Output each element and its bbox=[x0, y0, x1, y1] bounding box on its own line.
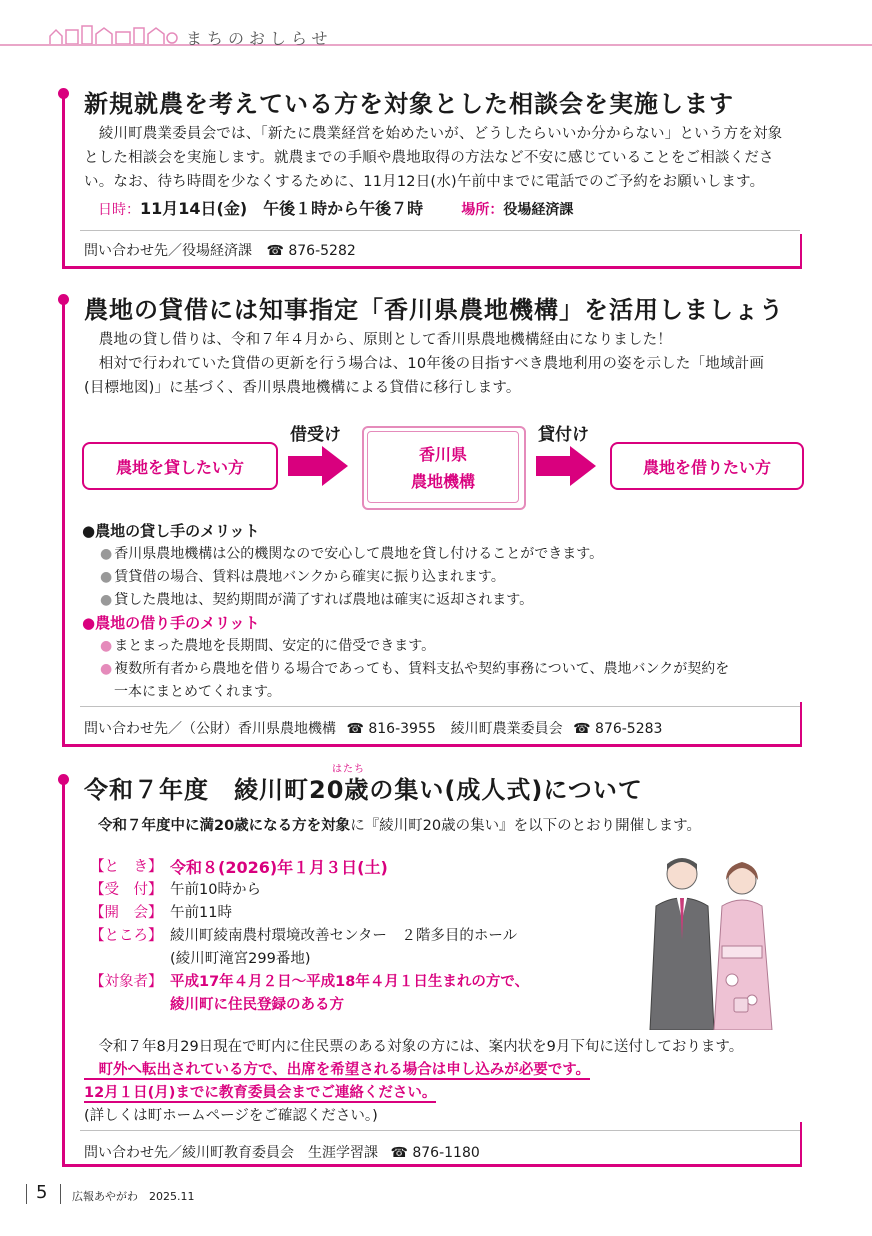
detail-row bbox=[90, 971, 630, 994]
phone-icon: ☎ bbox=[266, 243, 284, 259]
contact-secondary: 綾川町農業委員会 bbox=[450, 721, 563, 737]
detail-label: 【開 会】 bbox=[90, 905, 163, 921]
borrower-box: 農地を借りたい方 bbox=[610, 442, 804, 490]
detail-label: 【と き】 bbox=[90, 859, 163, 875]
section-left-border bbox=[62, 94, 65, 268]
detail-label: 【ところ】 bbox=[90, 928, 163, 944]
section-right-border bbox=[800, 234, 802, 268]
detail-value: 綾川町に住民登録のある方 bbox=[170, 997, 344, 1013]
detail-row bbox=[90, 856, 630, 879]
section-left-border bbox=[62, 300, 65, 746]
couple-illustration bbox=[634, 850, 784, 1030]
new-farming-consultation-section bbox=[62, 84, 802, 270]
lease-out-label: 貸付け bbox=[538, 425, 589, 445]
contact-info bbox=[84, 240, 356, 260]
detail-value: 令和８(2026)年１月３日(土) bbox=[170, 858, 388, 877]
detail-label bbox=[90, 948, 170, 971]
phone-icon: ☎ bbox=[573, 721, 591, 737]
contact-phone: 876-1180 bbox=[412, 1145, 480, 1161]
section-right-border bbox=[800, 1122, 802, 1166]
section-right-border bbox=[800, 702, 802, 746]
detail-row bbox=[90, 879, 630, 902]
agency-box bbox=[367, 431, 519, 503]
note-deadline-line: 12月１日(月)までに教育委員会までご連絡ください。 bbox=[84, 1085, 437, 1101]
detail-value: (綾川町滝宮299番地) bbox=[170, 951, 311, 967]
detail-label: 【対象者】 bbox=[90, 974, 163, 990]
section-bottom-border bbox=[62, 1164, 802, 1167]
contact-phone: 876-5282 bbox=[288, 243, 356, 259]
detail-label: 【受 付】 bbox=[90, 882, 163, 898]
detail-value: 平成17年４月２日〜平成18年４月１日生まれの方で、 bbox=[170, 974, 530, 990]
contact-prefix: 問い合わせ先／綾川町教育委員会 生涯学習課 bbox=[84, 1145, 378, 1161]
note-line: (詳しくは町ホームページをご確認ください。) bbox=[84, 1108, 378, 1124]
contact-divider bbox=[80, 230, 800, 231]
body-line: 綾川町農業委員会では、「新たに農業経営を始めたいが、どうしたらいいか分からない」という方を対象 bbox=[84, 126, 783, 142]
contact-phone: 816-3955 bbox=[368, 721, 436, 737]
right-arrow-icon bbox=[288, 446, 348, 486]
page-number: 5 bbox=[36, 1182, 48, 1203]
phone-icon: ☎ bbox=[390, 1145, 408, 1161]
detail-value: 綾川町綾南農村環境改善センター ２階多目的ホール bbox=[170, 928, 518, 944]
detail-row bbox=[90, 994, 630, 1017]
section-title: 新規就農を考えている方を対象とした相談会を実施します bbox=[84, 90, 734, 118]
place-label: 場所： bbox=[461, 202, 504, 218]
detail-value: 午前11時 bbox=[170, 905, 232, 921]
phone-icon: ☎ bbox=[346, 721, 364, 737]
detail-label bbox=[90, 994, 170, 1017]
contact-divider bbox=[80, 1130, 800, 1131]
section-intro bbox=[98, 814, 701, 835]
body-line: 相対で行われていた貸借の更新を行う場合は、10年後の目指すべき農地利用の姿を示した「地域計画 bbox=[84, 356, 765, 372]
detail-row bbox=[90, 902, 630, 925]
section-body bbox=[84, 328, 804, 400]
contact-prefix: 問い合わせ先／（公財）香川県農地機構 bbox=[84, 721, 336, 737]
date-label: 日時： bbox=[98, 202, 140, 218]
note-emphasis-line: 町外へ転出されている方で、出席を希望される場合は申し込みが必要です。 bbox=[84, 1062, 591, 1078]
borrower-merits-title: ●農地の借り手のメリット bbox=[82, 614, 260, 632]
lender-merits-title: ●農地の貸し手のメリット bbox=[82, 522, 260, 540]
event-datetime bbox=[98, 196, 573, 219]
event-details bbox=[90, 856, 630, 1017]
list-item: ● 複数所有者から農地を借りる場合であっても、賃料支払や契約事務について、農地バンクが契約を bbox=[82, 658, 802, 681]
body-line: とした相談会を実施します。就農までの手順や農地取得の方法など不安に感じていることをご相談くださ bbox=[84, 150, 774, 166]
body-line: (目標地図)」に基づく、香川県農地機構による貸借に移行します。 bbox=[84, 380, 521, 396]
footer-left-bar bbox=[26, 1184, 27, 1204]
contact-info bbox=[84, 1142, 480, 1162]
intro-rest: に『綾川町20歳の集い』を以下のとおり開催します。 bbox=[350, 818, 701, 834]
list-item: ● 賃貸借の場合、賃料は農地バンクから確実に振り込まれます。 bbox=[82, 566, 802, 589]
ruby-reading: はたち bbox=[332, 764, 365, 775]
section-body bbox=[84, 122, 804, 194]
place-value: 役場経済課 bbox=[503, 202, 574, 218]
list-item: ● 貸した農地は、契約期間が満了すれば農地は確実に返却されます。 bbox=[82, 589, 802, 612]
list-item-continuation: 一本にまとめてくれます。 bbox=[114, 684, 281, 700]
section-title: 農地の貸借には知事指定「香川県農地機構」を活用しましょう bbox=[84, 296, 784, 324]
contact-divider bbox=[80, 706, 800, 707]
notes bbox=[84, 1036, 804, 1128]
body-line: い。なお、待ち時間を少なくするために、11月12日(水)午前中までに電話でのご予約をお願いします。 bbox=[84, 174, 765, 190]
section-bottom-border bbox=[62, 744, 802, 747]
farmland-lease-section bbox=[62, 290, 802, 750]
section-header-title: まちのおしらせ bbox=[186, 29, 333, 48]
section-bottom-border bbox=[62, 266, 802, 269]
intro-emphasis: 令和７年度中に満20歳になる方を対象 bbox=[98, 818, 351, 834]
agency-name-line1: 香川県 bbox=[418, 445, 467, 464]
detail-row bbox=[90, 948, 630, 971]
footer-divider bbox=[60, 1184, 61, 1204]
note-line: 令和７年8月29日現在で町内に住民票のある対象の方には、案内状を9月下旬に送付しております。 bbox=[84, 1039, 744, 1055]
merits-list bbox=[82, 520, 802, 704]
contact-phone: 876-5283 bbox=[595, 721, 663, 737]
publication-info: 広報あやがわ 2025.11 bbox=[72, 1190, 195, 1203]
detail-value: 午前10時から bbox=[170, 882, 261, 898]
header-divider bbox=[0, 44, 872, 46]
lease-in-label: 借受け bbox=[290, 425, 341, 445]
section-title: 令和７年度 綾川町20歳の集い(成人式)について bbox=[84, 776, 643, 804]
coming-of-age-section bbox=[62, 764, 802, 1172]
detail-row bbox=[90, 925, 630, 948]
list-item: ● 香川県農地機構は公的機関なので安心して農地を貸し付けることができます。 bbox=[82, 543, 802, 566]
contact-prefix: 問い合わせ先／役場経済課 bbox=[84, 243, 252, 259]
agency-name-line2: 農地機構 bbox=[410, 472, 475, 491]
lender-box: 農地を貸したい方 bbox=[82, 442, 278, 490]
date-value: 11月14日(金) 午後１時から午後７時 bbox=[140, 199, 424, 218]
body-line: 農地の貸し借りは、令和７年４月から、原則として香川県農地機構経由になりました！ bbox=[84, 332, 672, 348]
right-arrow-icon bbox=[536, 446, 596, 486]
section-left-border bbox=[62, 780, 65, 1166]
list-item: ● まとまった農地を長期間、安定的に借受できます。 bbox=[82, 635, 802, 658]
contact-info bbox=[84, 718, 662, 738]
